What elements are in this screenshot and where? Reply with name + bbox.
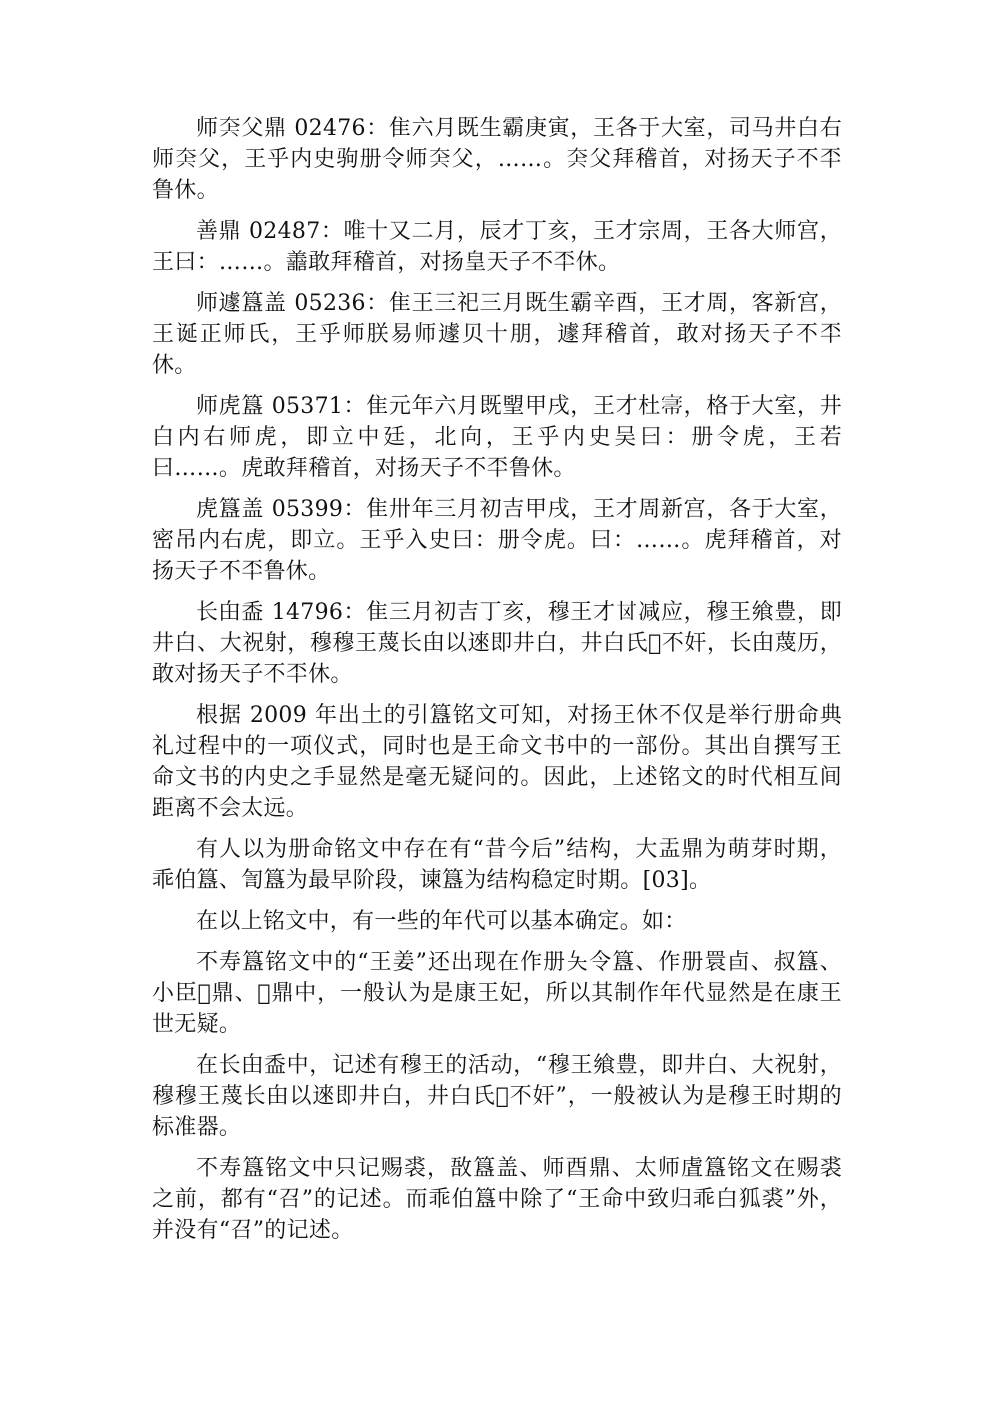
- paragraph-shi-hu-gui: 师虎簋 05371：隹元年六月既朢甲戌，王才杜𡨦，格于大室，井白内右师虎，即立中廷，北向，王乎内史吴曰：册令虎，王若曰……。虎敢拜稽首，对扬天子不㔻鲁休。: [152, 394, 842, 481]
- paragraph-yin-gui-analysis: 根据 2009 年出土的引簋铭文可知，对扬王休不仅是举行册命典礼过程中的一项仪式，同时也是王命文书中的一部份。其出自撰写王命文书的内史之手显然是毫无疑问的。因此，上述铭文的时代相互间距离不会太远。: [152, 703, 842, 821]
- paragraph-shan-ding: 善鼎 02487：唯十又二月，辰才丁亥，王才宗周，王各大师宫，王曰：……。譱敢拜稽首，对扬皇天子不㔻休。: [152, 219, 842, 275]
- document-page: [152, 113, 842, 1256]
- paragraph-shi-fu-ding: 师𡘂父鼎 02476：隹六月既生霸庚寅，王各于大室，司马井白右师𡘂父，王乎内史驹册令师𡘂父，……。𡘂父拜稽首，对扬天子不㔻鲁休。: [152, 116, 842, 203]
- paragraph-chang-you-he-mu-wang: 在长甶盉中，记述有穆王的活动，“穆王飨豊，即井白、大祝射，穆穆王蔑长甶以逨即井白，井白氏𡩬不奸”，一般被认为是穆王时期的标准器。: [152, 1053, 842, 1140]
- paragraph-structure-theory: 有人以为册命铭文中存在有“昔今后”结构，大盂鼎为萌芽时期，乖伯簋、訇簋为最早阶段，谏簋为结构稳定时期。[03]。: [152, 837, 842, 893]
- paragraph-hu-gui-gai: 虎簋盖 05399：隹卅年三月初吉甲戌，王才周新宫，各于大室，密吊内右虎，即立。王乎入史曰：册令虎。曰：……。虎拜稽首，对扬天子不㔻鲁休。: [152, 497, 842, 584]
- paragraph-bu-shou-gui-wang-jiang: 不寿簋铭文中的“王姜”还出现在作册夨令簋、作册睘卣、叔簋、小臣𠊊鼎、𣄰鼎中，一般认为是康王妃，所以其制作年代显然是在康王世无疑。: [152, 950, 842, 1037]
- paragraph-chang-you-he: 长甶盉 14796：隹三月初吉丁亥，穆王才𠀠减应，穆王飨豊，即井白、大祝射，穆穆王蔑长甶以逨即井白，井白氏𡩬不奸，长甶蔑历，敢对扬天子不㔻休。: [152, 600, 842, 687]
- paragraph-bu-shou-gui-qiu: 不寿簋铭文中只记赐裘，敔簋盖、师酉鼎、太师虘簋铭文在赐裘之前，都有“召”的记述。而乖伯簋中除了“王命中致归乖白狐裘”外，并没有“召”的记述。: [152, 1156, 842, 1243]
- paragraph-shi-ju-gui-gai: 师遽簋盖 05236：隹王三祀三月既生霸辛酉，王才周，客新宫，王诞正师氏，王乎师朕易师遽贝十朋，遽拜稽首，敢对扬天子不㔻休。: [152, 291, 842, 378]
- paragraph-dating-intro: 在以上铭文中，有一些的年代可以基本确定。如：: [196, 909, 687, 934]
